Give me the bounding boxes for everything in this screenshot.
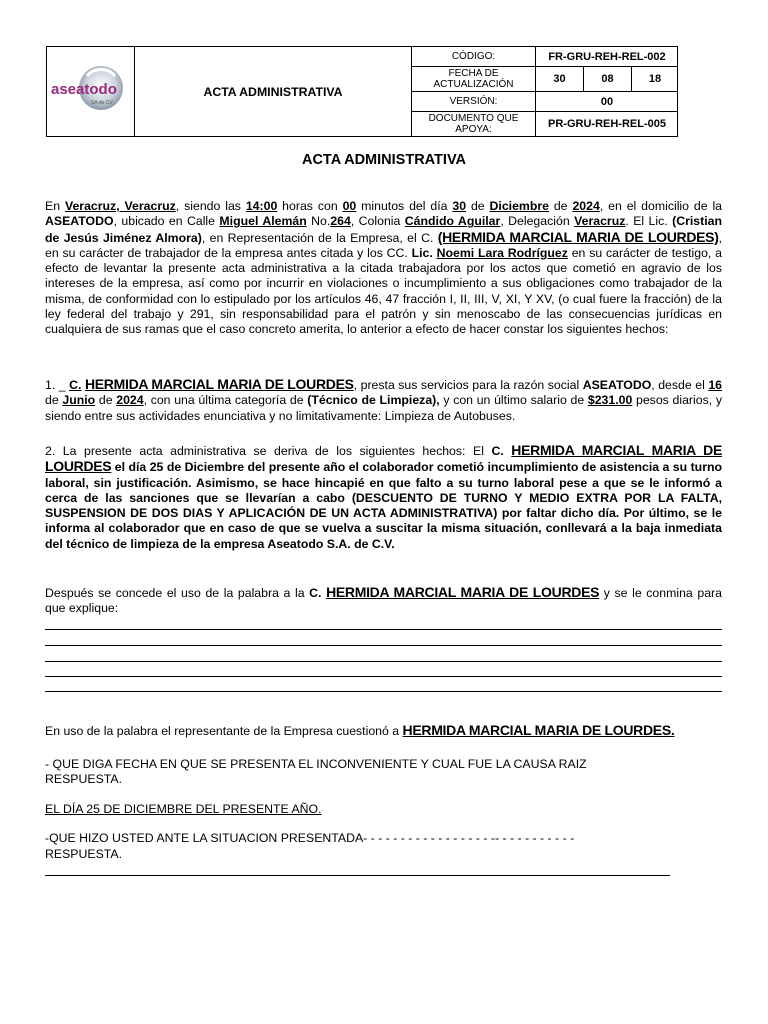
fecha-actualizacion-label: FECHA DE ACTUALIZACIÓN: [412, 67, 536, 92]
intro-paragraph: En Veracruz, Veracruz, siendo las 14:00 horas con 00 minutos del día 30 de Diciembre de 2024, en el domicilio de la ASEATODO, ubicado en Calle Miguel Alemán No.264, Colonia Cándido Aguilar, Delegación Veracruz. El Lic. (Cristian de Jesús Jiménez Almora), en Representación de la Empresa, el C. (HERMIDA MARCIAL MARIA DE LOURDES), en su carácter de trabajador de la empresa antes citada y los CC. Lic. Noemi Lara Rodríguez en su carácter de testigo, a efecto de levantar la presente acta administrativa a la citada trabajadora por los actos que cometió en agravio de los intereses de la empresa, así como por incurrir en violaciones o incumplimiento a sus obligaciones como trabajador de la misma, de conformidad con lo estipulado por los artículos 46, 47 fracción I, II, III, V, XI, Y XV, (o cual fuere la fracción) de la ley federal del trabajo y 291, sin responsabilidad para el patrón y sin menoscabo de las consecuencias jurídicas en cualquiera de sus ramas que el caso concreto amerita, lo anterior a efecto de hacer constar los siguientes hechos:: [45, 199, 723, 337]
statement-line-1: [45, 629, 722, 630]
fecha-year: 18: [632, 67, 678, 92]
document-title: ACTA ADMINISTRATIVA: [301, 152, 467, 168]
aseatodo-logo-icon: [49, 62, 133, 122]
answer-1: EL DÍA 25 DE DICIEMBRE DEL PRESENTE AÑO.: [45, 802, 322, 816]
statement-line-2: [45, 645, 722, 646]
statement-line-4: [45, 676, 722, 677]
codigo-label: CÓDIGO:: [412, 47, 536, 67]
answer-2-line: [45, 875, 670, 876]
statement-line-5: [45, 691, 722, 692]
fecha-month: 08: [584, 67, 632, 92]
fact-paragraph-1: 1. _ C. HERMIDA MARCIAL MARIA DE LOURDES, presta sus servicios para la razón social ASEATODO, desde el 16 de Junio de 2024, con una última categoría de (Técnico de Limpieza), y con un último salario de $231.00 pesos diarios, y siendo entre sus actividades enunciativa y no limitativamente: Limpieza de Autobuses.: [45, 376, 722, 423]
answer-2-label: RESPUESTA.: [45, 847, 122, 861]
representative-question-paragraph: En uso de la palabra el representante de la Empresa cuestionó a HERMIDA MARCIAL MARIA DE LOURDES.: [45, 722, 675, 738]
version-value: 00: [536, 92, 678, 112]
codigo-value: FR-GRU-REH-REL-002: [536, 47, 678, 67]
fecha-day: 30: [536, 67, 584, 92]
svg-text:SA de CV: SA de CV: [90, 99, 113, 106]
fact-paragraph-2: 2. La presente acta administrativa se deriva de los siguientes hechos: El C. HERMIDA MARCIAL MARIA DE LOURDES el día 25 de Diciembre del presente año el colaborador cometió incumplimiento de asistencia a su turno laboral, sin justificación. Asimismo, se hace hincapié en que falto a su turno laboral pese a que se le informó a cerca de las sanciones que se llevarían a cabo (DESCUENTO DE TURNO Y MEDIO EXTRA POR LA FALTA, SUSPENSION DE DOS DIAS Y APLICACIÓN DE UN ACTA ADMINISTRATIVA) por faltar dicho día. Por último, se le informa al colaborador que en caso de que se vuelva a suscitar la misma situación, conllevará a la baja inmediata del técnico de limpieza de la empresa Aseatodo S.A. de C.V.: [45, 442, 722, 551]
statement-line-3: [45, 661, 722, 662]
company-logo: [47, 47, 135, 136]
documento-apoya-label: DOCUMENTO QUE APOYA:: [412, 112, 536, 136]
version-label: VERSIÓN:: [412, 92, 536, 112]
answer-1-label: RESPUESTA.: [45, 772, 122, 786]
question-2: -QUE HIZO USTED ANTE LA SITUACION PRESENTADA- - - - - - - - - - - - - - - - - -- - - - - - - - - - -: [45, 831, 575, 845]
svg-text:aseatodo: aseatodo: [50, 80, 117, 98]
worker-statement-paragraph: Después se concede el uso de la palabra a la C. HERMIDA MARCIAL MARIA DE LOURDES y se le conmina para que explique:: [45, 584, 722, 616]
header-title: ACTA ADMINISTRATIVA: [135, 47, 412, 136]
document-header-table: [46, 46, 678, 137]
question-1: - QUE DIGA FECHA EN QUE SE PRESENTA EL INCONVENIENTE Y CUAL FUE LA CAUSA RAIZ: [45, 757, 587, 771]
documento-apoya-value: PR-GRU-REH-REL-005: [548, 118, 666, 130]
